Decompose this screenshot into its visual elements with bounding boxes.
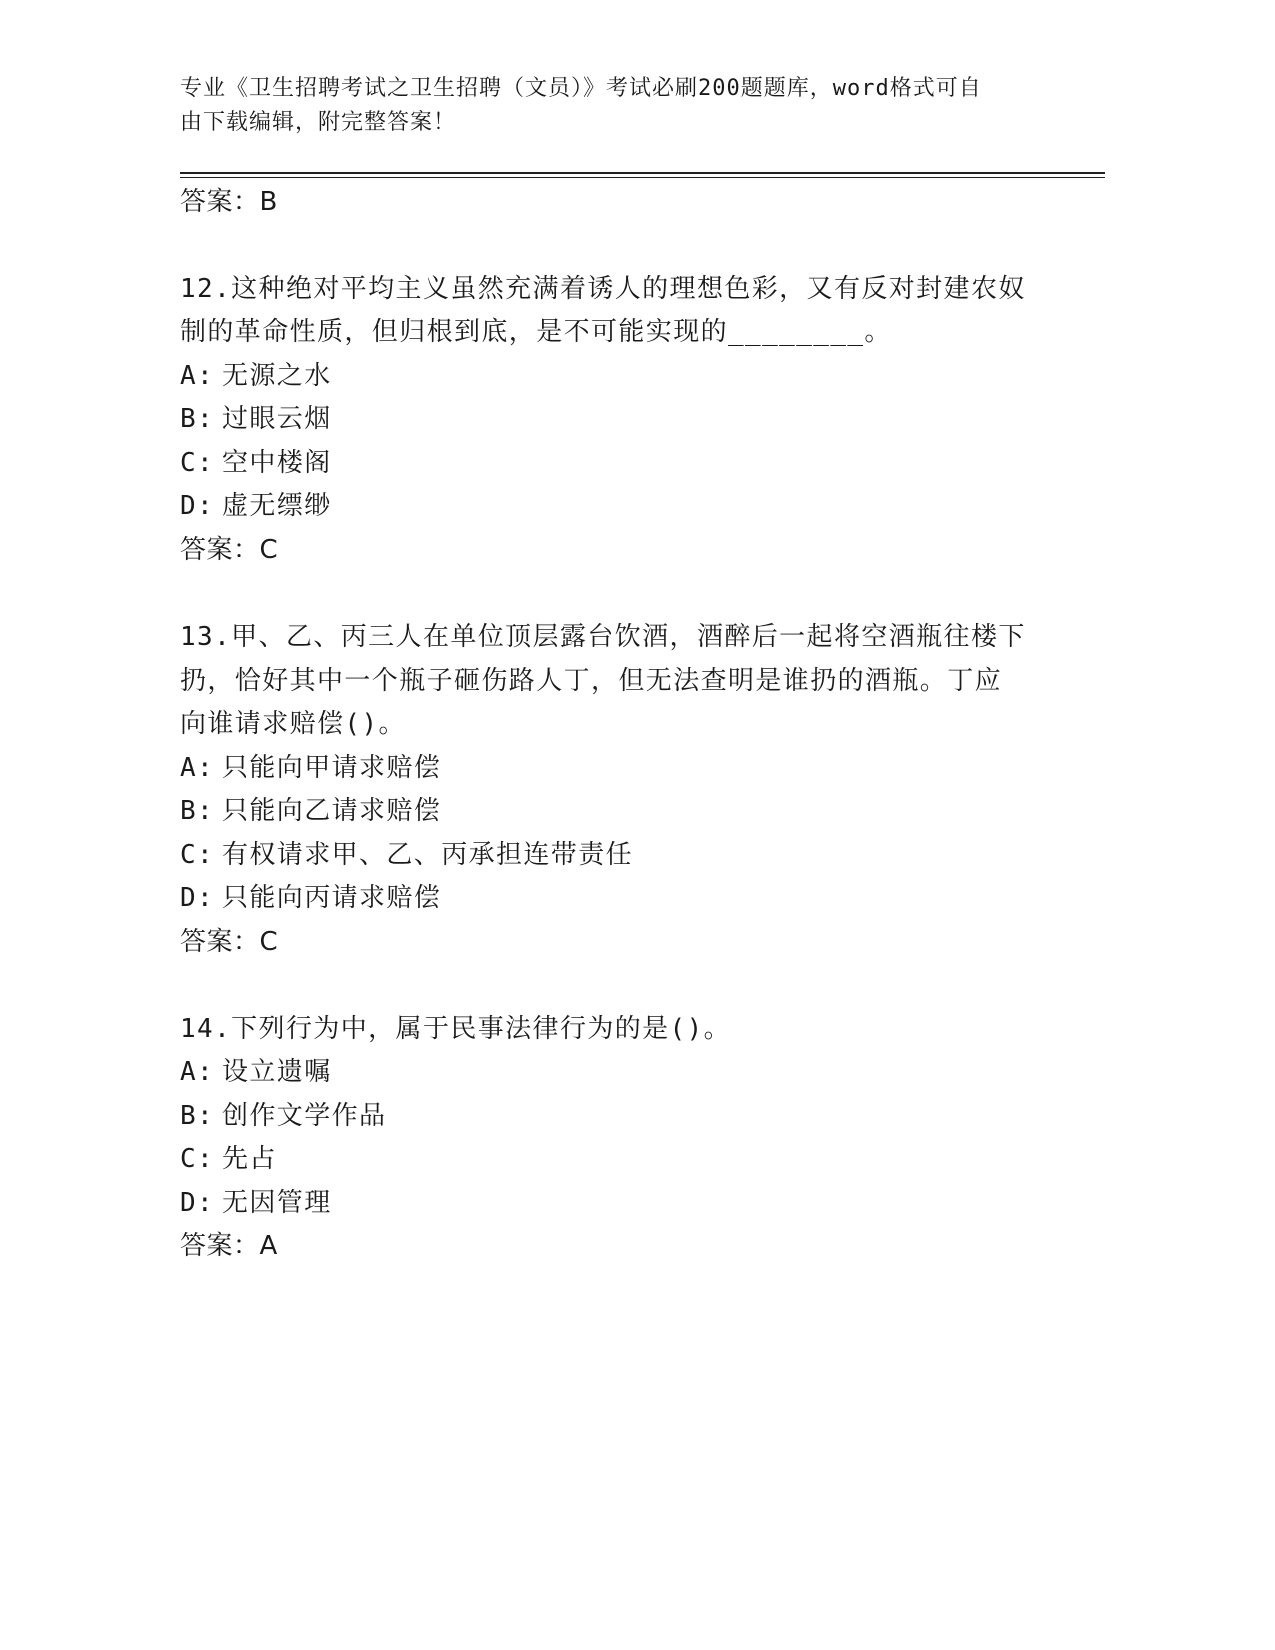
option-letter: A: xyxy=(180,753,215,783)
header-line: 专业《卫生招聘考试之卫生招聘（文员）》考试必刷200题题库，word格式可自 xyxy=(180,76,982,101)
option-letter: C: xyxy=(180,840,215,870)
option-a xyxy=(180,1057,332,1087)
question-stem-line: 13.甲、乙、丙三人在单位顶层露台饮酒，酒醉后一起将空酒瓶往楼下 xyxy=(180,622,1026,652)
option-letter: B: xyxy=(180,1101,215,1131)
option-c xyxy=(180,448,332,478)
option-letter: D: xyxy=(180,883,215,913)
question-stem-line: 扔，恰好其中一个瓶子砸伤路人丁，但无法查明是谁扔的酒瓶。丁应 xyxy=(180,666,1003,696)
option-text: 创作文学作品 xyxy=(222,1101,387,1131)
option-d xyxy=(180,491,332,521)
question-stem-line: 制的革命性质，但归根到底，是不可能实现的________。 xyxy=(180,317,892,347)
question-stem-line: 向谁请求赔偿()。 xyxy=(180,709,406,739)
option-letter: A: xyxy=(180,1057,215,1087)
option-b xyxy=(180,1101,386,1131)
option-text: 先占 xyxy=(222,1144,277,1174)
header-divider xyxy=(180,172,1105,174)
option-letter: D: xyxy=(180,491,215,521)
answer: 答案：A xyxy=(180,1231,278,1261)
header-divider-thin xyxy=(180,177,1105,178)
option-b xyxy=(180,404,332,434)
question-stem-line: 12.这种绝对平均主义虽然充满着诱人的理想色彩，又有反对封建农奴 xyxy=(180,274,1026,304)
option-b xyxy=(180,796,441,826)
option-a xyxy=(180,753,441,783)
option-text: 只能向乙请求赔偿 xyxy=(222,796,442,826)
option-text: 虚无缥缈 xyxy=(222,491,332,521)
option-d xyxy=(180,883,441,913)
option-c xyxy=(180,840,633,870)
option-letter: B: xyxy=(180,404,215,434)
option-letter: A: xyxy=(180,361,215,391)
header-line: 由下载编辑，附完整答案！ xyxy=(180,110,457,135)
answer: 答案：C xyxy=(180,927,279,957)
answer: 答案：C xyxy=(180,535,279,565)
option-letter: C: xyxy=(180,448,215,478)
option-d xyxy=(180,1188,332,1218)
option-text: 无源之水 xyxy=(222,361,332,391)
option-text: 空中楼阁 xyxy=(222,448,332,478)
option-c xyxy=(180,1144,277,1174)
option-text: 只能向丙请求赔偿 xyxy=(222,883,442,913)
document-header xyxy=(180,72,1040,140)
option-text: 无因管理 xyxy=(222,1188,332,1218)
previous-answer: 答案：B xyxy=(180,187,278,217)
option-text: 有权请求甲、乙、丙承担连带责任 xyxy=(222,840,634,870)
option-letter: D: xyxy=(180,1188,215,1218)
option-text: 设立遗嘱 xyxy=(222,1057,332,1087)
option-letter: C: xyxy=(180,1144,215,1174)
option-text: 过眼云烟 xyxy=(222,404,332,434)
option-a xyxy=(180,361,332,391)
option-letter: B: xyxy=(180,796,215,826)
question-stem-line: 14.下列行为中，属于民事法律行为的是()。 xyxy=(180,1014,732,1044)
option-text: 只能向甲请求赔偿 xyxy=(222,753,442,783)
